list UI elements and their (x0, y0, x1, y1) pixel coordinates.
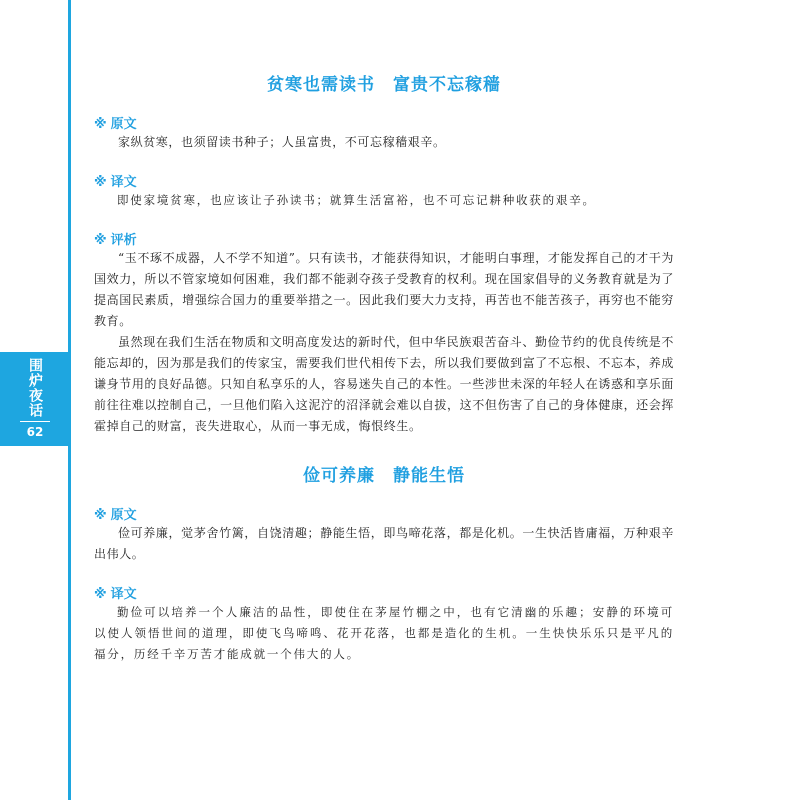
original-text: 俭可养廉，觉茅舍竹篱，自饶清趣；静能生悟，即鸟啼花落，都是化机。一生快活皆庸福，万种艰辛出伟人。 (94, 526, 674, 561)
translation-text: 勤俭可以培养一个人廉洁的品性，即使住在茅屋竹棚之中，也有它清幽的乐趣；安静的环境可以使人领悟世间的道理，即使飞鸟啼鸣、花开花落，也都是造化的生机。一生快快乐乐只是平凡的福分，历经千辛万苦才能成就一个伟大的人。 (94, 605, 674, 661)
reference-mark-icon: ※ (94, 508, 107, 523)
reference-mark-icon: ※ (94, 175, 107, 190)
reference-mark-icon: ※ (94, 587, 107, 602)
page-number: 62 (26, 425, 44, 439)
analysis-paragraph: 虽然现在我们生活在物质和文明高度发达的新时代，但中华民族艰苦奋斗、勤俭节约的优良传统是不能忘却的，因为那是我们的传家宝，需要我们世代相传下去，所以我们要做到富了不忘根、不忘本，养成谦身节用的良好品德。只知自私享乐的人，容易迷失自己的本性。一些涉世未深的年轻人在诱惑和享乐面前往往难以控制自己，一旦他们陷入这泥泞的沼泽就会难以自拔，这不但伤害了自己的身体健康，还会挥霍掉自己的财富，丧失进取心，从而一事无成，悔恨终生。 (94, 335, 674, 433)
section-title: 贫寒也需读书 富贵不忘稼穑 (267, 75, 501, 95)
reference-mark-icon: ※ (94, 117, 107, 132)
side-tab (0, 352, 70, 446)
analysis-heading: ※ 评析 (94, 233, 137, 248)
analysis-paragraph: “玉不琢不成器，人不学不知道”。只有读书，才能获得知识，才能明白事理，才能发挥自己的才干为国效力，所以不管家境如何困难，我们都不能剥夺孩子受教育的权利。现在国家倡导的义务教育就是为了提高国民素质，增强综合国力的重要举措之一。因此我们要大力支持，再苦也不能苦孩子，再穷也不能穷教育。 (94, 251, 674, 328)
page-content (94, 60, 674, 665)
tab-divider (20, 421, 50, 422)
book-title-tab: 围炉夜话 (27, 358, 43, 418)
translation-heading: ※ 译文 (94, 587, 137, 602)
original-text: 家纵贫寒，也须留读书种子；人虽富贵，不可忘稼穑艰辛。 (118, 135, 446, 149)
translation-heading: ※ 译文 (94, 175, 137, 190)
original-heading: ※ 原文 (94, 508, 137, 523)
reference-mark-icon: ※ (94, 233, 107, 248)
section-title: 俭可养廉 静能生悟 (303, 466, 465, 486)
translation-text: 即使家境贫寒，也应该让子孙读书；就算生活富裕，也不可忘记耕种收获的艰辛。 (117, 193, 596, 207)
original-heading: ※ 原文 (94, 117, 137, 132)
section-2 (94, 461, 674, 665)
section-1 (94, 70, 674, 437)
